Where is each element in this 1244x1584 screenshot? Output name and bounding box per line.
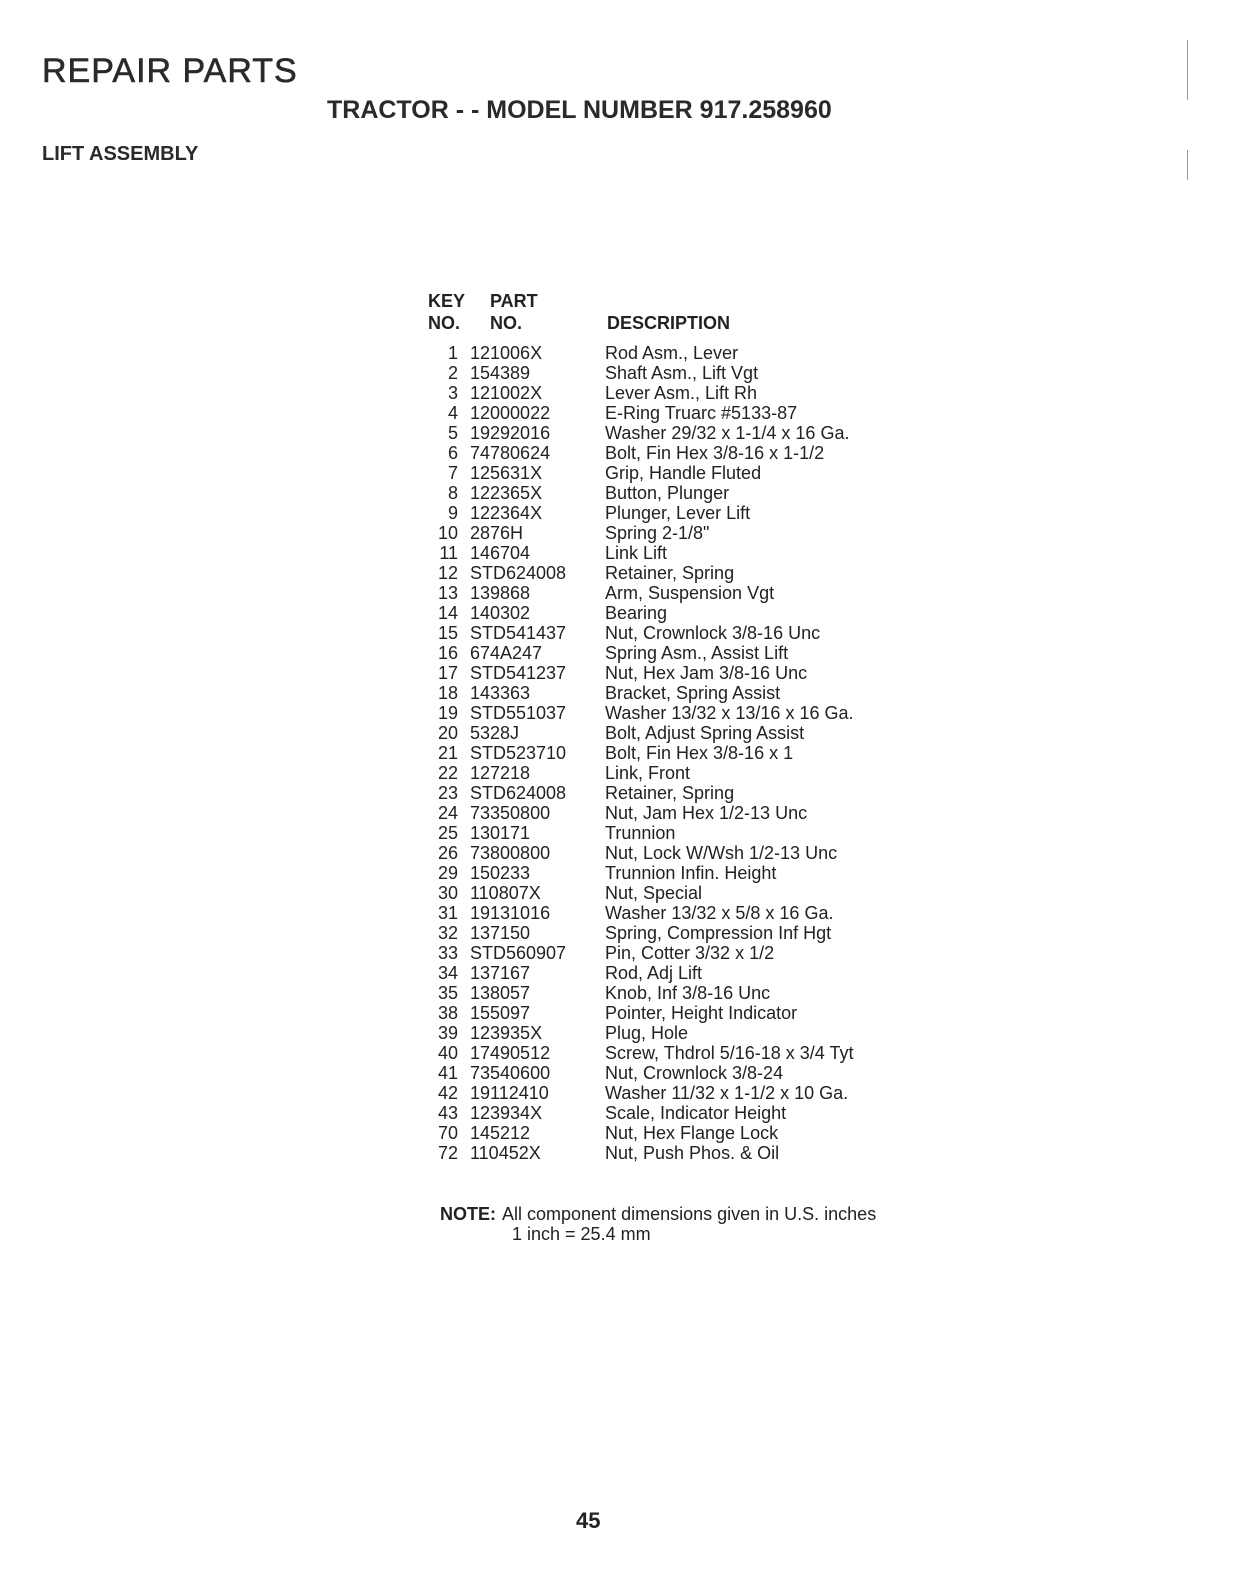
key-no-cell: 33 bbox=[437, 943, 458, 963]
note-line1: All component dimensions given in U.S. inches bbox=[502, 1204, 877, 1224]
part-no-cell: 2876H bbox=[470, 523, 524, 543]
key-no-cell: 35 bbox=[437, 983, 458, 1003]
description-cell: Nut, Jam Hex 1/2-13 Unc bbox=[605, 803, 808, 823]
part-no-cell: STD523710 bbox=[470, 743, 567, 763]
table-row bbox=[410, 703, 853, 723]
table-row bbox=[410, 623, 853, 643]
part-no-cell: 73540600 bbox=[470, 1063, 551, 1083]
part-no-cell: STD541237 bbox=[470, 663, 567, 683]
description-cell: Button, Plunger bbox=[605, 483, 730, 503]
key-no-cell: 38 bbox=[437, 1003, 458, 1023]
table-row bbox=[410, 903, 853, 923]
column-header-part-line2: NO. bbox=[490, 313, 523, 333]
part-no-cell: 122365X bbox=[470, 483, 543, 503]
table-row bbox=[410, 743, 853, 763]
key-no-cell: 9 bbox=[447, 503, 458, 523]
note bbox=[440, 1204, 876, 1244]
table-row bbox=[410, 363, 853, 383]
key-no-cell: 3 bbox=[447, 383, 458, 403]
key-no-cell: 31 bbox=[437, 903, 458, 923]
key-no-cell: 12 bbox=[437, 563, 458, 583]
part-no-cell: 674A247 bbox=[470, 643, 543, 663]
table-row bbox=[410, 463, 853, 483]
table-row bbox=[410, 1043, 853, 1063]
key-no-cell: 7 bbox=[447, 463, 458, 483]
page-edge-mark bbox=[1187, 40, 1188, 100]
table-row bbox=[410, 943, 853, 963]
column-header-part-no bbox=[490, 290, 570, 334]
key-no-cell: 1 bbox=[447, 343, 458, 363]
description-cell: Rod, Adj Lift bbox=[605, 963, 703, 983]
description-cell: Spring, Compression Inf Hgt bbox=[605, 923, 832, 943]
key-no-cell: 23 bbox=[437, 783, 458, 803]
column-header-part-line1: PART bbox=[490, 291, 538, 311]
table-row bbox=[410, 423, 853, 443]
part-no-cell: STD541437 bbox=[470, 623, 567, 643]
key-no-cell: 34 bbox=[437, 963, 458, 983]
description-cell: Lever Asm., Lift Rh bbox=[605, 383, 758, 403]
key-no-cell: 43 bbox=[437, 1103, 458, 1123]
page-number: 45 bbox=[576, 1508, 601, 1533]
table-row bbox=[410, 823, 853, 843]
description-cell: Pin, Cotter 3/32 x 1/2 bbox=[605, 943, 775, 963]
description-cell: Plunger, Lever Lift bbox=[605, 503, 751, 523]
description-cell: Retainer, Spring bbox=[605, 783, 735, 803]
key-no-cell: 14 bbox=[437, 603, 458, 623]
key-no-cell: 16 bbox=[437, 643, 458, 663]
table-row bbox=[410, 1083, 853, 1103]
description-cell: Bolt, Fin Hex 3/8-16 x 1 bbox=[605, 743, 794, 763]
table-row bbox=[410, 543, 853, 563]
model-number-title: TRACTOR - - MODEL NUMBER 917.258960 bbox=[327, 96, 832, 124]
description-cell: Nut, Hex Jam 3/8-16 Unc bbox=[605, 663, 808, 683]
part-no-cell: 150233 bbox=[470, 863, 531, 883]
key-no-cell: 29 bbox=[437, 863, 458, 883]
table-row bbox=[410, 403, 853, 423]
description-cell: Arm, Suspension Vgt bbox=[605, 583, 775, 603]
table-row bbox=[410, 603, 853, 623]
column-header-description: DESCRIPTION bbox=[607, 313, 731, 333]
key-no-cell: 2 bbox=[447, 363, 458, 383]
description-cell: Link Lift bbox=[605, 543, 668, 563]
parts-table-body bbox=[410, 343, 853, 1163]
key-no-cell: 5 bbox=[447, 423, 458, 443]
table-row bbox=[410, 523, 853, 543]
description-cell: Nut, Lock W/Wsh 1/2-13 Unc bbox=[605, 843, 838, 863]
table-row bbox=[410, 863, 853, 883]
part-no-cell: 19292016 bbox=[470, 423, 551, 443]
key-no-cell: 6 bbox=[447, 443, 458, 463]
part-no-cell: 121006X bbox=[470, 343, 543, 363]
description-cell: Bracket, Spring Assist bbox=[605, 683, 781, 703]
column-header-key-line2: NO. bbox=[428, 313, 461, 333]
key-no-cell: 39 bbox=[437, 1023, 458, 1043]
description-cell: Plug, Hole bbox=[605, 1023, 689, 1043]
description-cell: Shaft Asm., Lift Vgt bbox=[605, 363, 759, 383]
table-row bbox=[410, 723, 853, 743]
part-no-cell: 139868 bbox=[470, 583, 531, 603]
table-row bbox=[410, 1063, 853, 1083]
part-no-cell: 155097 bbox=[470, 1003, 531, 1023]
part-no-cell: STD624008 bbox=[470, 563, 567, 583]
part-no-cell: STD560907 bbox=[470, 943, 567, 963]
key-no-cell: 11 bbox=[439, 543, 458, 563]
part-no-cell: 122364X bbox=[470, 503, 543, 523]
description-cell: Spring 2-1/8" bbox=[605, 523, 710, 543]
description-cell: Grip, Handle Fluted bbox=[605, 463, 762, 483]
key-no-cell: 21 bbox=[437, 743, 458, 763]
description-cell: Washer 13/32 x 13/16 x 16 Ga. bbox=[605, 703, 854, 723]
parts-table bbox=[410, 343, 853, 1163]
description-cell: Retainer, Spring bbox=[605, 563, 735, 583]
part-no-cell: 12000022 bbox=[470, 403, 551, 423]
key-no-cell: 25 bbox=[437, 823, 458, 843]
key-no-cell: 13 bbox=[437, 583, 458, 603]
description-cell: Spring Asm., Assist Lift bbox=[605, 643, 789, 663]
page-edge-mark bbox=[1187, 150, 1188, 180]
table-row bbox=[410, 563, 853, 583]
key-no-cell: 32 bbox=[437, 923, 458, 943]
table-row bbox=[410, 843, 853, 863]
part-no-cell: 127218 bbox=[470, 763, 531, 783]
key-no-cell: 4 bbox=[447, 403, 458, 423]
part-no-cell: 73800800 bbox=[470, 843, 551, 863]
table-row bbox=[410, 803, 853, 823]
part-no-cell: 137150 bbox=[470, 923, 531, 943]
part-no-cell: 17490512 bbox=[470, 1043, 551, 1063]
description-cell: Trunnion bbox=[605, 823, 676, 843]
table-row bbox=[410, 1123, 853, 1143]
table-row bbox=[410, 663, 853, 683]
table-row bbox=[410, 1023, 853, 1043]
key-no-cell: 18 bbox=[437, 683, 458, 703]
part-no-cell: 123934X bbox=[470, 1103, 543, 1123]
table-row bbox=[410, 383, 853, 403]
description-cell: Nut, Special bbox=[605, 883, 703, 903]
description-cell: Nut, Push Phos. & Oil bbox=[605, 1143, 780, 1163]
part-no-cell: 146704 bbox=[470, 543, 531, 563]
key-no-cell: 42 bbox=[437, 1083, 458, 1103]
part-no-cell: 110452X bbox=[470, 1143, 541, 1163]
part-no-cell: 130171 bbox=[470, 823, 531, 843]
description-cell: Knob, Inf 3/8-16 Unc bbox=[605, 983, 771, 1003]
table-row bbox=[410, 1103, 853, 1123]
table-row bbox=[410, 443, 853, 463]
key-no-cell: 30 bbox=[437, 883, 458, 903]
key-no-cell: 72 bbox=[437, 1143, 458, 1163]
description-cell: Scale, Indicator Height bbox=[605, 1103, 787, 1123]
key-no-cell: 41 bbox=[437, 1063, 458, 1083]
page-title: REPAIR PARTS bbox=[42, 52, 298, 90]
column-header-key-line1: KEY bbox=[428, 291, 466, 311]
part-no-cell: 19131016 bbox=[470, 903, 551, 923]
description-cell: Washer 13/32 x 5/8 x 16 Ga. bbox=[605, 903, 834, 923]
key-no-cell: 8 bbox=[447, 483, 458, 503]
part-no-cell: 123935X bbox=[470, 1023, 543, 1043]
key-no-cell: 40 bbox=[437, 1043, 458, 1063]
part-no-cell: 125631X bbox=[470, 463, 543, 483]
key-no-cell: 26 bbox=[437, 843, 458, 863]
description-cell: E-Ring Truarc #5133-87 bbox=[605, 403, 798, 423]
key-no-cell: 15 bbox=[437, 623, 458, 643]
key-no-cell: 19 bbox=[437, 703, 458, 723]
note-label: NOTE: bbox=[440, 1204, 496, 1224]
part-no-cell: STD624008 bbox=[470, 783, 567, 803]
table-row bbox=[410, 883, 853, 903]
key-no-cell: 20 bbox=[437, 723, 458, 743]
description-cell: Bearing bbox=[605, 603, 668, 623]
key-no-cell: 17 bbox=[437, 663, 458, 683]
table-row bbox=[410, 923, 853, 943]
part-no-cell: 5328J bbox=[470, 723, 520, 743]
note-line2: 1 inch = 25.4 mm bbox=[512, 1224, 651, 1244]
part-no-cell: STD551037 bbox=[470, 703, 567, 723]
description-cell: Bolt, Adjust Spring Assist bbox=[605, 723, 805, 743]
description-cell: Bolt, Fin Hex 3/8-16 x 1-1/2 bbox=[605, 443, 825, 463]
part-no-cell: 154389 bbox=[470, 363, 531, 383]
key-no-cell: 22 bbox=[437, 763, 458, 783]
part-no-cell: 137167 bbox=[470, 963, 531, 983]
table-row bbox=[410, 1143, 853, 1163]
description-cell: Washer 29/32 x 1-1/4 x 16 Ga. bbox=[605, 423, 850, 443]
description-cell: Link, Front bbox=[605, 763, 691, 783]
part-no-cell: 74780624 bbox=[470, 443, 551, 463]
column-header-key-no bbox=[428, 290, 478, 334]
part-no-cell: 145212 bbox=[470, 1123, 531, 1143]
table-row bbox=[410, 683, 853, 703]
part-no-cell: 73350800 bbox=[470, 803, 551, 823]
section-title: LIFT ASSEMBLY bbox=[42, 143, 199, 165]
table-row bbox=[410, 343, 853, 363]
table-row bbox=[410, 583, 853, 603]
description-cell: Pointer, Height Indicator bbox=[605, 1003, 798, 1023]
table-row bbox=[410, 763, 853, 783]
description-cell: Rod Asm., Lever bbox=[605, 343, 739, 363]
table-row bbox=[410, 483, 853, 503]
part-no-cell: 19112410 bbox=[470, 1083, 549, 1103]
key-no-cell: 70 bbox=[437, 1123, 458, 1143]
description-cell: Nut, Crownlock 3/8-16 Unc bbox=[605, 623, 821, 643]
description-cell: Trunnion Infin. Height bbox=[605, 863, 777, 883]
key-no-cell: 10 bbox=[437, 523, 458, 543]
description-cell: Screw, Thdrol 5/16-18 x 3/4 Tyt bbox=[605, 1043, 854, 1063]
table-row bbox=[410, 983, 853, 1003]
table-row bbox=[410, 503, 853, 523]
table-row bbox=[410, 783, 853, 803]
description-cell: Nut, Crownlock 3/8-24 bbox=[605, 1063, 784, 1083]
part-no-cell: 110807X bbox=[470, 883, 541, 903]
description-cell: Nut, Hex Flange Lock bbox=[605, 1123, 779, 1143]
table-row bbox=[410, 643, 853, 663]
key-no-cell: 24 bbox=[437, 803, 458, 823]
table-row bbox=[410, 963, 853, 983]
part-no-cell: 138057 bbox=[470, 983, 531, 1003]
part-no-cell: 140302 bbox=[470, 603, 531, 623]
description-cell: Washer 11/32 x 1-1/2 x 10 Ga. bbox=[605, 1083, 849, 1103]
part-no-cell: 121002X bbox=[470, 383, 543, 403]
part-no-cell: 143363 bbox=[470, 683, 531, 703]
table-row bbox=[410, 1003, 853, 1023]
